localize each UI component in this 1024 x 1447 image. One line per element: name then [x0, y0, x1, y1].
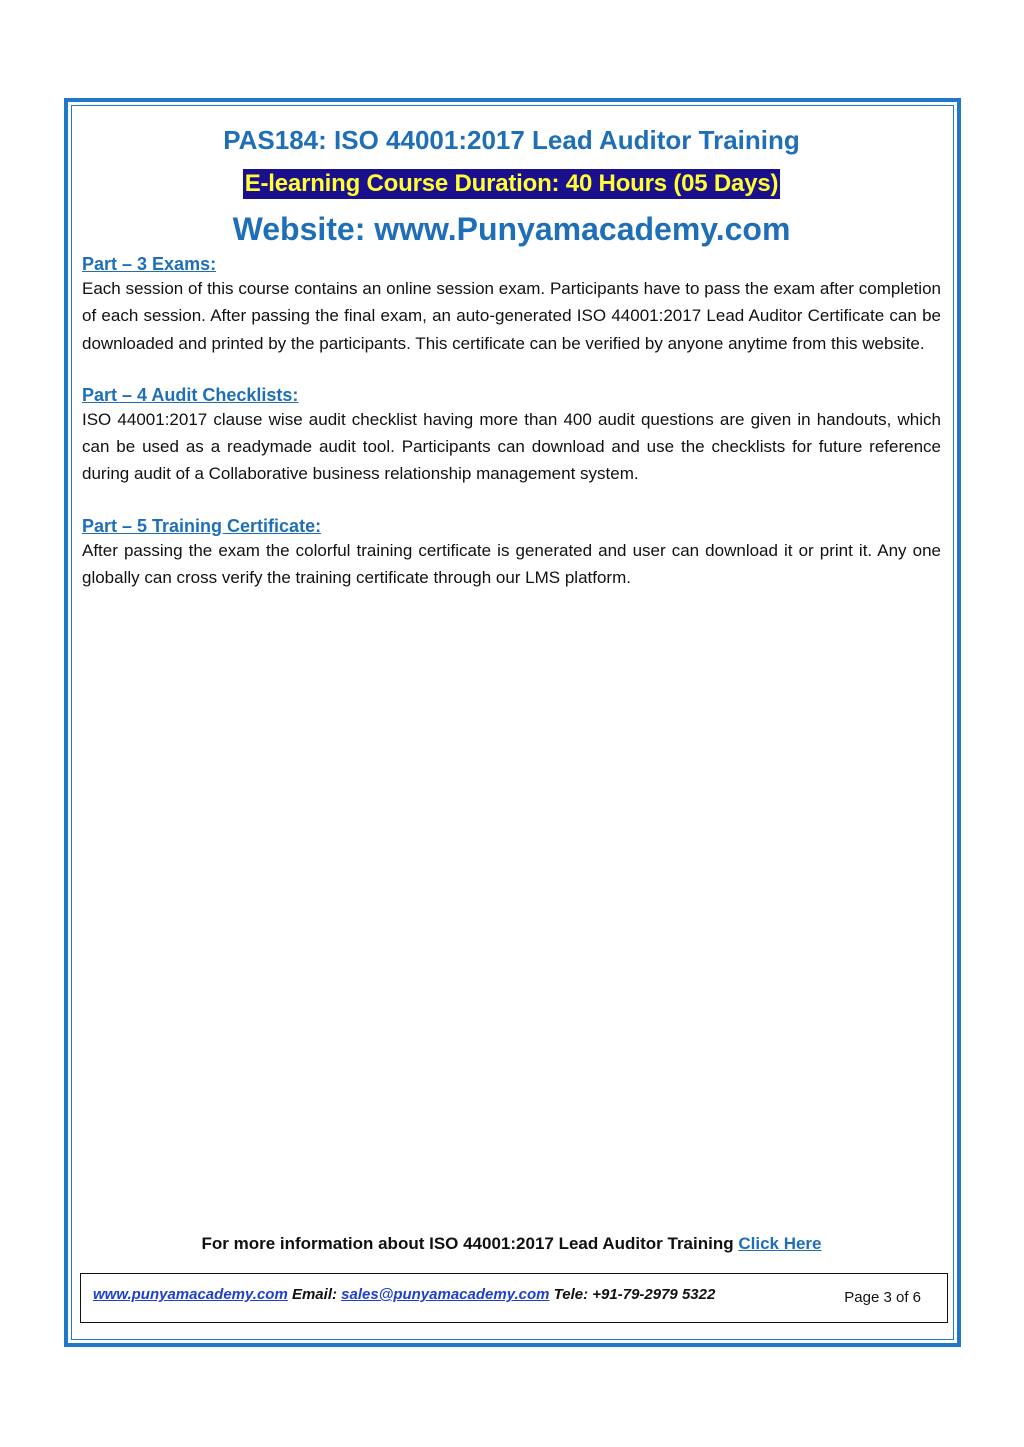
section-exams	[82, 253, 941, 357]
page-title: PAS184: ISO 44001:2017 Lead Auditor Training	[223, 125, 800, 155]
section-body: Each session of this course contains an online session exam. Participants have to pass the exam after completion of each session. After passing the final exam, an auto-generated ISO 44001:2017 Lead Auditor Certificate can be downloaded and printed by the participants. This certificate can be verified by anyone anytime from this website.	[82, 279, 941, 353]
more-info-line	[82, 1232, 941, 1256]
section-heading: Part – 5 Training Certificate:	[82, 515, 322, 536]
footer-email-link[interactable]: sales@punyamacademy.com	[341, 1286, 550, 1303]
section-body: After passing the exam the colorful training certificate is generated and user can download it or print it. Any one globally can cross verify the training certificate through our LMS platform.	[82, 540, 941, 588]
section-audit-checklists	[82, 384, 941, 488]
footer-website-link[interactable]: www.punyamacademy.com	[93, 1286, 288, 1303]
footer-box	[80, 1273, 948, 1323]
subtitle-wrapper	[82, 169, 941, 202]
section-body: ISO 44001:2017 clause wise audit checklist having more than 400 audit questions are given in handouts, which can be used as a readymade audit tool. Participants can download and use the checklists for future reference during audit of a Collaborative business relationship management system.	[82, 409, 941, 484]
more-info-text: For more information about ISO 44001:2017 Lead Auditor Training	[201, 1234, 739, 1253]
footer-telephone: Tele: +91-79-2979 5322	[549, 1286, 716, 1303]
main-content	[82, 120, 941, 591]
course-duration-banner: E-learning Course Duration: 40 Hours (05 Days)	[244, 170, 779, 197]
section-heading: Part – 3 Exams:	[82, 254, 217, 274]
page-number: Page 3 of 6	[844, 1289, 921, 1306]
section-heading: Part – 4 Audit Checklists:	[82, 384, 299, 405]
click-here-link[interactable]: Click Here	[738, 1234, 822, 1253]
footer-contact-line	[93, 1284, 715, 1306]
footer-email-label: Email:	[287, 1286, 342, 1303]
section-training-certificate	[82, 515, 941, 592]
website-heading: Website: www.Punyamacademy.com	[232, 211, 791, 247]
